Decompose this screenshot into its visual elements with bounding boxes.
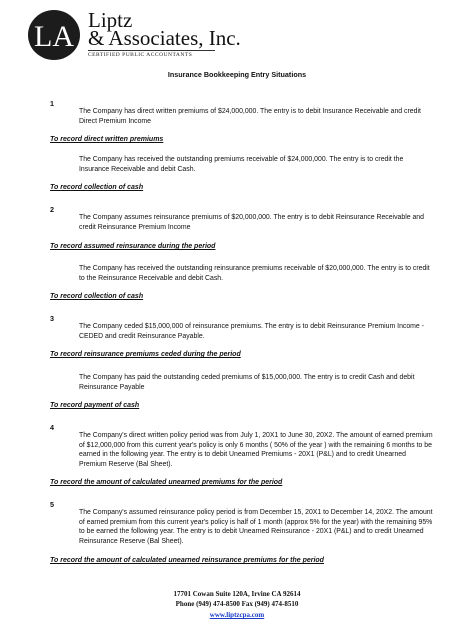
section-paragraph: The Company assumes reinsurance premiums of $20,000,000. The entry is to debit Reinsurance Receivable and credit Reinsurance Premium Income — [79, 214, 424, 231]
website-link[interactable]: www.liptzcpa.com — [209, 611, 265, 619]
section-heading: To record assumed reinsurance during the period — [50, 243, 216, 250]
footer-website-row — [0, 611, 474, 619]
section-paragraph: The Company's direct written policy period was from July 1, 20X1 to June 30, 20X2. The amount of earned premium of $12,000,000 from this current year's policy is only 6 months ( 50% of the year ) with the remaining 6 months to be earned in the following year. The entry is to debit Unearned Premiums - 20X1 (P&L) and to credit Unearned Premium Reserve (Bal Sheet). — [79, 432, 433, 468]
section-paragraph: The Company has paid the outstanding ceded premiums of $15,000,000. The entry is to credit Cash and debit Reinsurance Payable — [79, 374, 415, 391]
section-number: 4 — [50, 423, 54, 432]
section-heading: To record payment of cash — [50, 402, 140, 409]
section-heading: To record collection of cash — [50, 184, 144, 191]
firm-logo — [27, 9, 85, 61]
section-heading: To record reinsurance premiums ceded during the period — [50, 351, 241, 358]
section-paragraph: The Company has direct written premiums of $24,000,000. The entry is to debit Insurance Receivable and credit Direct Premium Income — [79, 108, 421, 125]
firm-subtitle: CERTIFIED PUBLIC ACCOUNTANTS — [88, 52, 193, 58]
section-heading: To record the amount of calculated unearned premiums for the period — [50, 479, 283, 486]
letterhead-rule — [88, 50, 215, 51]
firm-name-line2: & Associates, Inc. — [88, 26, 241, 50]
footer-phone: Phone (949) 474-8500 Fax (949) 474-8510 — [175, 600, 299, 608]
section-paragraph: The Company has received the outstanding premiums receivable of $24,000,000. The entry is to credit the Insurance Receivable and debit Cash. — [79, 156, 404, 173]
section-heading: To record the amount of calculated unearned reinsurance premiums for the period — [50, 557, 324, 564]
document-title: Insurance Bookkeeping Entry Situations — [167, 70, 307, 79]
section-number: 1 — [50, 99, 54, 108]
section-number: 2 — [50, 205, 54, 214]
section-paragraph: The Company ceded $15,000,000 of reinsurance premiums. The entry is to debit Reinsurance Premium Income - CEDED and credit Reinsurance Payable. — [79, 323, 424, 340]
section-number: 3 — [50, 314, 54, 323]
logo-text: LA — [34, 20, 74, 53]
section-heading: To record collection of cash — [50, 293, 144, 300]
footer-address: 17701 Cowan Suite 120A, Irvine CA 92614 — [173, 590, 301, 598]
section-heading: To record direct written premiums — [50, 136, 164, 143]
section-number: 5 — [50, 500, 54, 509]
firm-name-line1: Liptz — [88, 8, 133, 32]
letterhead — [27, 9, 447, 61]
section-paragraph: The Company has received the outstanding reinsurance premiums receivable of $20,000,000. The entry is to credit to the Reinsurance Receivable and debit Cash. — [79, 265, 430, 282]
section-paragraph: The Company's assumed reinsurance policy period is from December 15, 20X1 to December 14, 20X2. The amount of earned premium from this current year's policy is half of 1 month (approx 5% for the year) with the remaining 95% to be earned the following year. The entry is to debit Unearned Reinsurance - 20X1 (P&L) and to credit Unearned Reinsurance Reserve (Bal Sheet). — [79, 509, 433, 545]
